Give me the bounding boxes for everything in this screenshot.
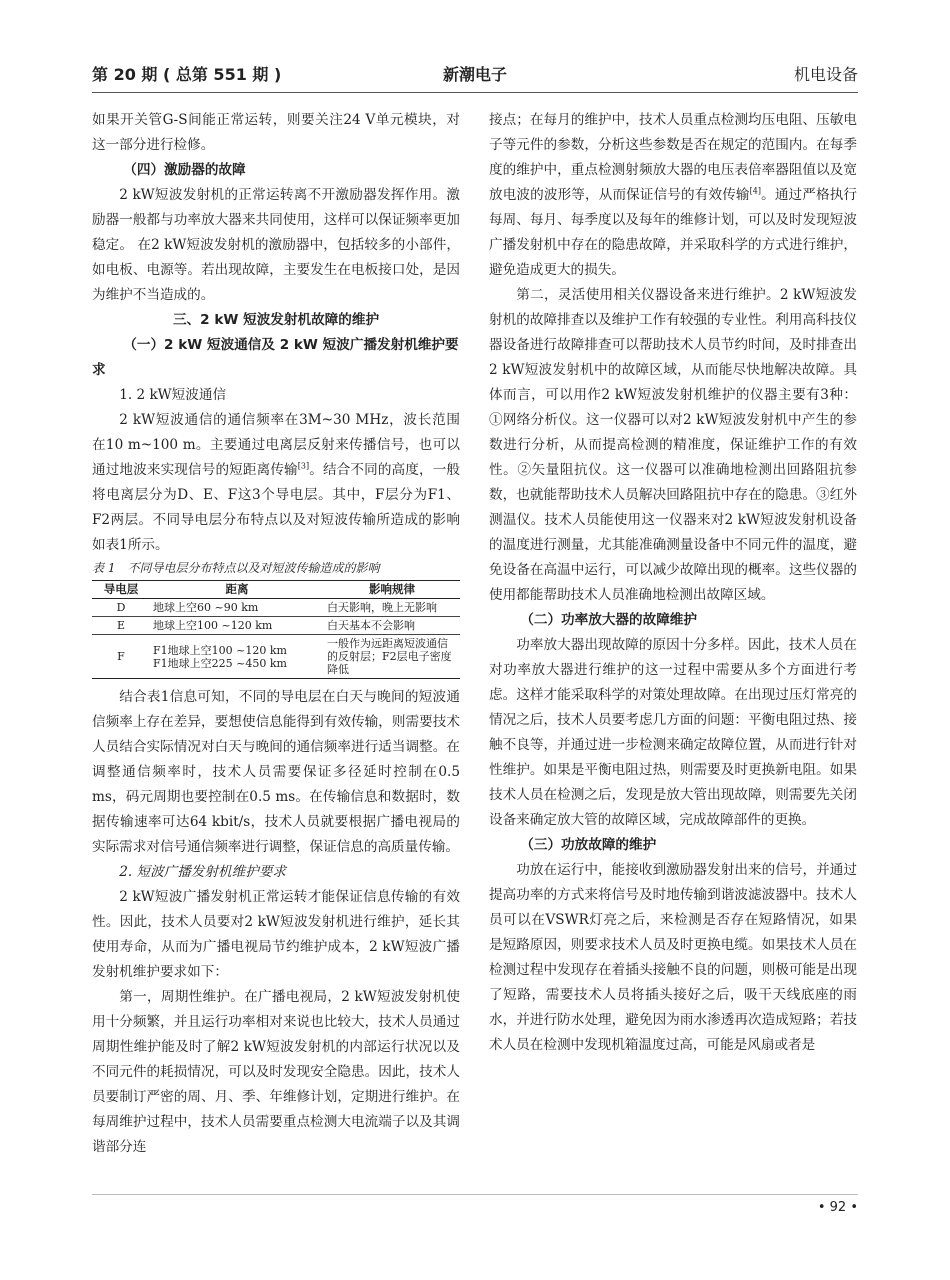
- table-header: 距离: [150, 581, 324, 599]
- subsection-heading: （二）功率放大器的故障维护: [520, 612, 697, 628]
- table-row: [92, 599, 460, 617]
- journal-title: 新潮电子: [442, 65, 507, 84]
- footer-rule: [92, 1194, 858, 1195]
- section-label: 机电设备: [793, 65, 858, 84]
- citation[interactable]: [3]: [297, 461, 310, 471]
- issue-label: 第 20 期 ( 总第 551 期 ): [92, 65, 282, 84]
- subsection-heading: （四）激励器的故障: [123, 162, 246, 178]
- table-header: 导电层: [92, 581, 150, 599]
- sub-subsection-heading: 2. 短波广播发射机维护要求: [119, 864, 287, 880]
- layer-table: [92, 580, 460, 679]
- left-column: [92, 108, 460, 1160]
- page-number: • 92 •: [817, 1200, 858, 1215]
- section-heading: 三、2 kW 短波发射机故障的维护: [172, 312, 380, 328]
- table-cell: 地球上空100 ~120 km: [150, 617, 324, 635]
- paragraph: 第一，周期性维护。在广播电视局，2 kW短波发射机使用十分频繁，并且运行功率相对来说也比较大，技术人员通过周期性维护能及时了解2 kW短波发射机的内部运行状况以及不同元件的耗损情况，可以及时发现安全隐患。因此，技术人员要制订严密的周、月、季、年维修计划，定期进行维护。在每周维护过程中，技术人员需要重点检测大电流端子以及其调谐部分连: [92, 989, 460, 1155]
- citation[interactable]: [4]: [749, 186, 761, 196]
- table-row: [92, 617, 460, 635]
- table-row: [92, 635, 460, 679]
- paragraph: 功率放大器出现故障的原因十分多样。因此，技术人员在对功率放大器进行维护的这一过程中需要从多个方面进行考虑。这样才能采取科学的对策处理故障。在出现过压灯常亮的情况之后，技术人员要考虑几方面的问题：平衡电阻过热、接触不良等，并通过进一步检测来确定故障位置，从而进行针对性维护。如果是平衡电阻过热，则需要及时更换新电阻。如果技术人员在检测之后，发现是放大管出现故障，则需要先关闭设备来确定放大管的故障区域，完成故障部件的更换。: [489, 637, 857, 828]
- table-cell: 白天影响，晚上无影响: [324, 599, 460, 617]
- header-rule: [92, 92, 858, 93]
- paragraph: 接点；在每月的维护中，技术人员重点检测均压电阻、压敏电子等元件的参数，分析这些参数是否在规定的范围内。在每季度的维护中，重点检测射频放大器的电压表倍率器阻值以及宽放电波的波形等，从而保证信号的有效传输[4]。通过严格执行每周、每月、每季度以及每年的维修计划，可以及时发现短波广播发射机中存在的隐患故障，并采取科学的方式进行维护，避免造成更大的损失。: [489, 112, 858, 278]
- paragraph: 结合表1信息可知，不同的导电层在白天与晚间的短波通信频率上存在差异，要想使信息能得到有效传输，则需要技术人员结合实际情况对白天与晚间的通信频率进行适当调整。在调整通信频率时，技术人员需要保证多径延时控制在0.5 ms，码元周期也要控制在0.5 ms。在传输信息和数据时，数据传输速率可达64 kbit/s，技术人员就要根据广播电视局的实际需求对信号通信频率进行调整，保证信息的高质量传输。: [92, 689, 460, 855]
- paragraph: 2 kW短波广播发射机正常运转才能保证信息传输的有效性。因此，技术人员要对2 kW短波发射机进行维护，延长其使用寿命，从而为广播电视局节约维护成本，2 kW短波广播发射机维护要求如下：: [92, 889, 460, 980]
- right-column: [489, 108, 857, 1058]
- paragraph: 功放在运行中，能接收到激励器发射出来的信号，并通过提高功率的方式来将信号及时地传输到谐波滤波器中。技术人员可以在VSWR灯亮之后，来检测是否存在短路情况，如果是短路原因，则要求技术人员及时更换电缆。如果技术人员在检测过程中发现存在着插头接触不良的问题，则极可能是出现了短路，需要技术人员将插头接好之后，吸干天线底座的雨水，并进行防水处理，避免因为雨水渗透再次造成短路；若技术人员在检测中发现机箱温度过高，可能是风扇或者是: [489, 862, 857, 1053]
- paragraph: 第二，灵活使用相关仪器设备来进行维护。2 kW短波发射机的故障排查以及维护工作有较强的专业性。利用高科技仪器设备进行故障排查可以帮助技术人员节约时间，及时排查出2 kW短波发射机中的故障区域，从而能尽快地解决故障。具体而言，可以用作2 kW短波发射机维护的仪器主要有3种：①网络分析仪。这一仪器可以对2 kW短波发射机中产生的参数进行分析，从而提高检测的精准度，保证维护工作的有效性。②矢量阻抗仪。这一仪器可以准确地检测出回路阻抗参数，也就能帮助技术人员解决回路阻抗中存在的隐患。③红外测温仪。技术人员能使用这一仪器来对2 kW短波发射机设备的温度进行测量，尤其能准确测量设备中不同元件的温度，避免设备在高温中运行，可以减少故障出现的概率。这些仪器的使用都能帮助技术人员准确地检测出故障区域。: [489, 287, 857, 603]
- table-header: 影响规律: [324, 581, 460, 599]
- table-cell: 地球上空60 ~90 km: [150, 599, 324, 617]
- subsection-heading: （三）功放故障的维护: [520, 837, 657, 853]
- paragraph: 2 kW短波通信的通信频率在3M~30 MHz，波长范围在10 m~100 m。主要通过电离层反射来传播信号，也可以通过地波来实现信号的短距离传输[3]。结合不同的高度，一般将电离层分为D、E、F这3个导电层。其中，F层分为F1、F2两层。不同导电层分布特点以及对短波传输所造成的影响如表1所示。: [92, 412, 461, 553]
- subsection-heading: （一）2 kW 短波通信及 2 kW 短波广播发射机维护要求: [92, 337, 459, 378]
- sub-subsection-heading: 1. 2 kW短波通信: [119, 387, 227, 403]
- table-cell: F: [92, 635, 150, 679]
- paragraph: 2 kW短波发射机的正常运转离不开激励器发挥作用。激励器一般都与功率放大器来共同使用，这样可以保证频率更加稳定。 在2 kW短波发射机的激励器中，包括较多的小部件，如电板、电源等。若出现故障，主要发生在电板接口处，是因为维护不当造成的。: [92, 187, 460, 303]
- table-cell: E: [92, 617, 150, 635]
- table-cell: F1地球上空100 ~120 km F1地球上空225 ~450 km: [150, 635, 324, 679]
- paragraph: 如果开关管G-S间能正常运转，则要关注24 V单元模块，对这一部分进行检修。: [92, 112, 460, 153]
- table-cell: 一般作为远距离短波通信的反射层；F2层电子密度降低: [324, 635, 460, 679]
- page-header: [92, 62, 858, 92]
- table-cell: D: [92, 599, 150, 617]
- table-caption: 表 1 不同导电层分布特点以及对短波传输造成的影响: [92, 561, 380, 575]
- table-cell: 白天基本不会影响: [324, 617, 460, 635]
